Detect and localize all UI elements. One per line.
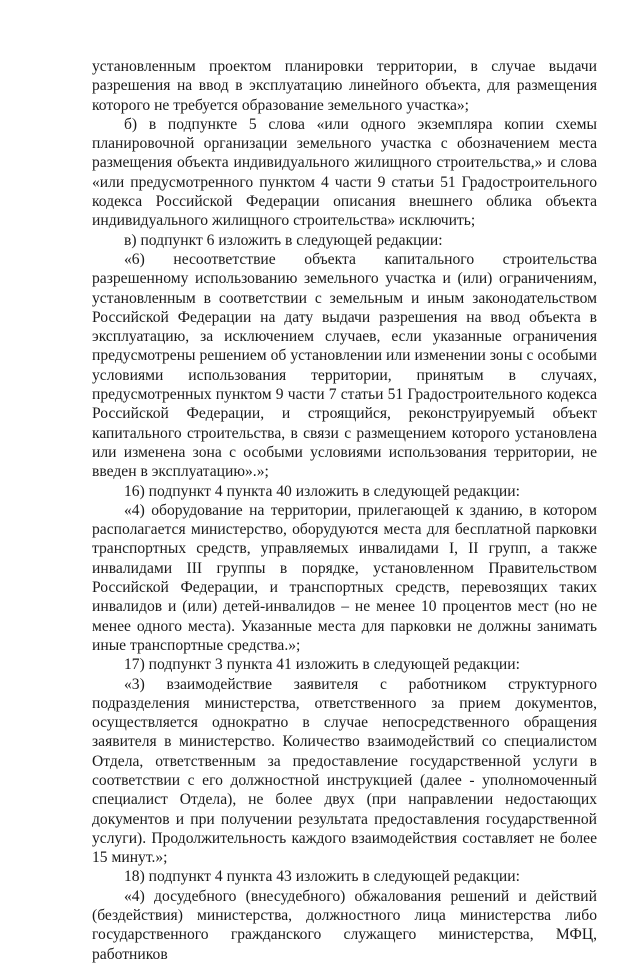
paragraph-item-18: 18) подпункт 4 пункта 43 изложить в следующей редакции: <box>124 868 520 886</box>
paragraph-quoted-item-4-parking: «4) оборудование на территории, прилегающей к зданию, в котором располагается министерство, оборудуются места для бесплатной парковки транспортных средств, управляемых инвалидами I, II групп, а также инвалидами III группы в порядке, установленном Правительством Российской Федерации, и транспортных средств, перевозящих таких инвалидов и (или) детей-инвалидов – не менее 10 процентов мест (но не менее одного места). Указанные места для парковки не должны занимать иные транспортные средства.»; <box>92 501 597 654</box>
paragraph-item-17: 17) подпункт 3 пункта 41 изложить в следующей редакции: <box>124 656 520 674</box>
paragraph-quoted-item-3-interaction: «3) взаимодействие заявителя с работником структурного подразделения министерства, ответственного за прием документов, осуществляется однократно в случае непосредственного обращения заявителя в министерство. Количество взаимодействий со специалистом Отдела, ответственным за предоставление государственной услуги в соответствии с его должностной инструкцией (далее - уполномоченный специалист Отдела), не более двух (при направлении недостающих документов и при получении результата предоставления государственной услуги). Продолжительность каждого взаимодействия составляет не более 15 минут.»; <box>92 675 597 867</box>
paragraph-item-16: 16) подпункт 4 пункта 40 изложить в следующей редакции: <box>124 482 520 500</box>
document-body <box>92 57 597 964</box>
paragraph-subitem-v: в) подпункт 6 изложить в следующей редакции: <box>124 231 443 249</box>
paragraph-quoted-item-4-appeal: «4) досудебного (внесудебного) обжалования решений и действий (бездействия) министерства, должностного лица министерства либо государственного гражданского служащего министерства, МФЦ, работников <box>92 887 597 963</box>
paragraph-subitem-b: б) в подпункте 5 слова «или одного экземпляра копии схемы планировочной организации земельного участка с обозначением места размещения объекта индивидуального жилищного строительства,» и слова «или предусмотренного пунктом 4 части 9 статьи 51 Градостроительного кодекса Российской Федерации описания внешнего облика объекта индивидуального жилищного строительства» исключить; <box>92 115 597 230</box>
paragraph-quoted-item-6: «6) несоответствие объекта капитального строительства разрешенному использованию земельного участка и (или) ограничениям, установленным в соответствии с земельным и иным законодательством Российской Федерации на дату выдачи разрешения на ввод объекта в эксплуатацию, за исключением случаев, если указанные ограничения предусмотрены решением об установлении или изменении зоны с особыми условиями использования территории, принятым в случаях, предусмотренных пунктом 9 части 7 статьи 51 Градостроительного кодекса Российской Федерации, и строящийся, реконструируемый объект капитального строительства, в связи с размещением которого установлена или изменена зона с особыми условиями использования территории, не введен в эксплуатацию».»; <box>92 250 597 481</box>
paragraph-continuation: установленным проектом планировки территории, в случае выдачи разрешения на ввод в эксплуатацию линейного объекта, для размещения которого не требуется образование земельного участка»; <box>92 58 597 114</box>
